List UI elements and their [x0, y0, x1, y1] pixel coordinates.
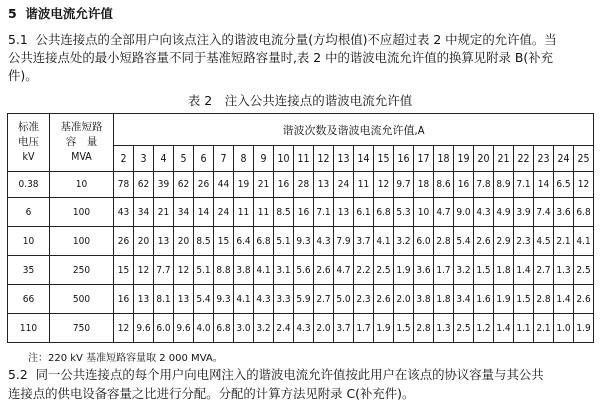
voltage-cell: 0.38: [8, 172, 50, 198]
harmonic-order-cell: 12: [314, 146, 334, 172]
harmonic-value-cell: 11: [234, 198, 254, 227]
harmonic-order-cell: 10: [274, 146, 294, 172]
harmonic-value-cell: 5.1: [194, 256, 214, 285]
harmonic-value-cell: 5.9: [294, 285, 314, 314]
harmonic-value-cell: 18: [414, 172, 434, 198]
harmonic-value-cell: 8.5: [194, 227, 214, 256]
harmonic-value-cell: 1.8: [494, 256, 514, 285]
capacity-cell: 100: [50, 198, 114, 227]
harmonic-value-cell: 2.1: [534, 314, 554, 343]
harmonic-value-cell: 78: [114, 172, 134, 198]
harmonic-value-cell: 3.4: [454, 285, 474, 314]
harmonic-order-cell: 4: [154, 146, 174, 172]
harmonic-value-cell: 2.0: [314, 314, 334, 343]
section-number: 5: [8, 6, 17, 21]
capacity-header-unit: MVA: [71, 151, 92, 163]
paragraph-5-1-line-1: [8, 30, 557, 48]
harmonic-value-cell: 2.7: [534, 256, 554, 285]
paragraph-5-1-line-2: 公共连接点处的最小短路容量不同于基准短路容量时,表 2 中的谐波电流允许值的换算见附录 B(补充: [8, 50, 553, 65]
harmonic-value-cell: 16: [114, 285, 134, 314]
harmonic-value-cell: 2.3: [354, 285, 374, 314]
table-row: [8, 227, 594, 256]
harmonic-value-cell: 4.7: [334, 256, 354, 285]
harmonic-value-cell: 11: [254, 198, 274, 227]
harmonic-order-cell: 6: [194, 146, 214, 172]
harmonic-value-cell: 13: [314, 172, 334, 198]
harmonic-order-cell: 19: [454, 146, 474, 172]
harmonic-value-cell: 4.3: [314, 227, 334, 256]
capacity-header-line-2: 容 量: [65, 136, 98, 148]
harmonic-value-cell: 6.8: [214, 314, 234, 343]
harmonic-order-cell: 20: [474, 146, 494, 172]
harmonic-value-cell: 8.5: [274, 198, 294, 227]
harmonic-order-cell: 23: [534, 146, 554, 172]
harmonic-value-cell: 2.6: [374, 285, 394, 314]
harmonic-value-cell: 1.2: [474, 314, 494, 343]
harmonic-value-cell: 4.1: [574, 227, 594, 256]
harmonic-value-cell: 20: [134, 227, 154, 256]
harmonic-value-cell: 9.6: [174, 314, 194, 343]
harmonic-value-cell: 39: [154, 172, 174, 198]
harmonic-value-cell: 9.7: [394, 172, 414, 198]
harmonic-value-cell: 16: [454, 172, 474, 198]
harmonic-value-cell: 16: [294, 198, 314, 227]
harmonic-value-cell: 2.1: [554, 227, 574, 256]
capacity-header-line-1: 基准短路: [60, 121, 103, 133]
harmonic-value-cell: 9.0: [454, 198, 474, 227]
harmonic-value-cell: 3.9: [514, 198, 534, 227]
table-row: [8, 285, 594, 314]
harmonic-value-cell: 7.1: [514, 172, 534, 198]
capacity-header: [50, 114, 114, 172]
harmonic-value-cell: 3.6: [554, 198, 574, 227]
harmonic-value-cell: 5.3: [394, 198, 414, 227]
harmonic-value-cell: 4.3: [294, 314, 314, 343]
harmonic-value-cell: 2.0: [394, 285, 414, 314]
harmonic-order-cell: 8: [234, 146, 254, 172]
harmonic-value-cell: 4.5: [534, 227, 554, 256]
harmonic-value-cell: 1.7: [354, 314, 374, 343]
harmonic-value-cell: 43: [114, 198, 134, 227]
harmonic-value-cell: 6.8: [374, 198, 394, 227]
table-caption: 表 2 注入公共连接点的谐波电流允许值: [187, 93, 413, 108]
harmonic-order-cell: 25: [574, 146, 594, 172]
paragraph-5-1-line-3: 件)。: [8, 68, 38, 83]
harmonic-order-cell: 17: [414, 146, 434, 172]
harmonic-value-cell: 13: [174, 285, 194, 314]
harmonic-value-cell: 4.0: [194, 314, 214, 343]
clause-number-5-2: 5.2: [8, 367, 28, 382]
harmonic-value-cell: 3.2: [254, 314, 274, 343]
harmonic-value-cell: 6.0: [154, 314, 174, 343]
voltage-cell: 66: [8, 285, 50, 314]
harmonic-value-cell: 5.0: [334, 285, 354, 314]
paragraph-5-2-line-1: [8, 365, 544, 383]
harmonic-value-cell: 3.2: [454, 256, 474, 285]
voltage-header-unit: kV: [22, 151, 35, 163]
harmonic-value-cell: 15: [214, 227, 234, 256]
harmonic-value-cell: 20: [174, 227, 194, 256]
harmonic-value-cell: 4.7: [434, 198, 454, 227]
harmonic-value-cell: 8.8: [214, 256, 234, 285]
harmonic-value-cell: 10: [414, 198, 434, 227]
harmonic-value-cell: 62: [134, 172, 154, 198]
paragraph-text: 公共连接点的全部用户向该点注入的谐波电流分量(方均根值)不应超过表 2 中规定的允许值。当: [35, 32, 557, 47]
harmonic-value-cell: 3.7: [354, 227, 374, 256]
harmonic-value-cell: 4.3: [474, 198, 494, 227]
voltage-header-line-1: 标准: [18, 121, 39, 133]
harmonic-order-cell: 5: [174, 146, 194, 172]
harmonic-value-cell: 1.0: [554, 314, 574, 343]
harmonic-value-cell: 12: [134, 256, 154, 285]
harmonic-value-cell: 1.7: [434, 256, 454, 285]
harmonic-order-cell: 21: [494, 146, 514, 172]
harmonic-current-table: [7, 113, 594, 343]
capacity-cell: 500: [50, 285, 114, 314]
voltage-header: [8, 114, 50, 172]
paragraph-5-2-line-2: 连接点的供电设备容量之比进行分配。分配的计算方法见附录 C(补充件)。: [8, 386, 415, 401]
harmonic-value-cell: 6.4: [234, 227, 254, 256]
harmonic-value-cell: 4.1: [234, 285, 254, 314]
harmonic-order-cell: 14: [354, 146, 374, 172]
table-note: 注：220 kV 基准短路容量取 2 000 MVA。: [28, 353, 223, 364]
harmonic-value-cell: 1.9: [394, 256, 414, 285]
harmonic-value-cell: 1.3: [554, 256, 574, 285]
table-row: [8, 314, 594, 343]
harmonic-value-cell: 16: [274, 172, 294, 198]
harmonic-value-cell: 1.3: [434, 314, 454, 343]
harmonic-value-cell: 34: [134, 198, 154, 227]
harmonic-value-cell: 13: [134, 285, 154, 314]
harmonic-value-cell: 28: [294, 172, 314, 198]
harmonic-value-cell: 9.6: [134, 314, 154, 343]
harmonic-order-cell: 2: [114, 146, 134, 172]
harmonic-order-cell: 18: [434, 146, 454, 172]
harmonic-value-cell: 1.4: [514, 256, 534, 285]
harmonic-value-cell: 1.9: [374, 314, 394, 343]
harmonic-value-cell: 2.6: [474, 227, 494, 256]
harmonic-value-cell: 5.1: [274, 227, 294, 256]
harmonic-value-cell: 7.8: [474, 172, 494, 198]
harmonic-value-cell: 1.5: [394, 314, 414, 343]
voltage-cell: 35: [8, 256, 50, 285]
harmonic-order-cell: 9: [254, 146, 274, 172]
harmonic-value-cell: 3.2: [394, 227, 414, 256]
harmonic-value-cell: 12: [114, 314, 134, 343]
harmonic-value-cell: 6.8: [574, 198, 594, 227]
harmonic-value-cell: 2.8: [434, 227, 454, 256]
harmonic-value-cell: 2.2: [354, 256, 374, 285]
harmonic-value-cell: 2.8: [414, 314, 434, 343]
harmonic-value-cell: 34: [174, 198, 194, 227]
harmonic-value-cell: 62: [174, 172, 194, 198]
harmonic-value-cell: 7.7: [154, 256, 174, 285]
harmonic-value-cell: 21: [254, 172, 274, 198]
harmonic-value-cell: 8.1: [154, 285, 174, 314]
harmonic-value-cell: 4.1: [374, 227, 394, 256]
harmonic-value-cell: 12: [374, 172, 394, 198]
voltage-cell: 6: [8, 198, 50, 227]
harmonic-order-cell: 7: [214, 146, 234, 172]
harmonic-value-cell: 9.3: [214, 285, 234, 314]
harmonic-value-cell: 5.4: [194, 285, 214, 314]
table-row: [8, 198, 594, 227]
table-row: [8, 256, 594, 285]
harmonic-value-cell: 2.8: [534, 285, 554, 314]
harmonic-value-cell: 13: [154, 227, 174, 256]
harmonic-value-cell: 11: [354, 172, 374, 198]
harmonic-value-cell: 15: [114, 256, 134, 285]
paragraph-text: 同一公共连接点的每个用户向电网注入的谐波电流允许值按此用户在该点的协议容量与其公共: [35, 367, 544, 382]
harmonic-value-cell: 2.4: [274, 314, 294, 343]
harmonic-value-cell: 1.9: [574, 314, 594, 343]
harmonic-value-cell: 4.9: [494, 198, 514, 227]
table-body: [8, 172, 594, 343]
harmonic-value-cell: 12: [574, 172, 594, 198]
harmonic-order-cell: 24: [554, 146, 574, 172]
harmonic-value-cell: 7.4: [534, 198, 554, 227]
harmonic-value-cell: 19: [234, 172, 254, 198]
harmonic-value-cell: 21: [154, 198, 174, 227]
harmonic-value-cell: 2.6: [314, 256, 334, 285]
harmonic-value-cell: 3.6: [414, 256, 434, 285]
capacity-cell: 250: [50, 256, 114, 285]
harmonic-value-cell: 1.8: [434, 285, 454, 314]
table-row: [8, 172, 594, 198]
harmonic-value-cell: 24: [214, 198, 234, 227]
harmonic-value-cell: 7.9: [334, 227, 354, 256]
clause-number-5-1: 5.1: [8, 32, 28, 47]
harmonic-value-cell: 4.1: [254, 256, 274, 285]
section-title: 谐波电流允许值: [25, 6, 113, 21]
harmonic-value-cell: 3.7: [334, 314, 354, 343]
capacity-cell: 750: [50, 314, 114, 343]
voltage-header-line-2: 电压: [18, 136, 39, 148]
harmonic-order-cell: 3: [134, 146, 154, 172]
harmonic-value-cell: 1.1: [514, 314, 534, 343]
harmonic-value-cell: 1.6: [474, 285, 494, 314]
capacity-cell: 100: [50, 227, 114, 256]
section-heading: [8, 4, 113, 22]
harmonic-order-cell: 15: [374, 146, 394, 172]
harmonic-value-cell: 44: [214, 172, 234, 198]
harmonic-value-cell: 5.6: [294, 256, 314, 285]
harmonic-value-cell: 6.8: [254, 227, 274, 256]
harmonic-value-cell: 1.5: [514, 285, 534, 314]
voltage-cell: 110: [8, 314, 50, 343]
harmonic-value-cell: 13: [334, 198, 354, 227]
harmonic-value-cell: 2.3: [514, 227, 534, 256]
harmonic-value-cell: 7.1: [314, 198, 334, 227]
capacity-cell: 10: [50, 172, 114, 198]
harmonic-value-cell: 2.6: [574, 285, 594, 314]
harmonic-order-cell: 11: [294, 146, 314, 172]
harmonic-value-cell: 1.4: [494, 314, 514, 343]
harmonic-value-cell: 6.0: [414, 227, 434, 256]
harmonic-order-cell: 22: [514, 146, 534, 172]
harmonic-value-cell: 8.9: [494, 172, 514, 198]
harmonic-value-cell: 12: [174, 256, 194, 285]
harmonic-value-cell: 3.8: [414, 285, 434, 314]
harmonic-value-cell: 1.5: [474, 256, 494, 285]
harmonic-value-cell: 2.5: [454, 314, 474, 343]
harmonic-value-cell: 4.3: [254, 285, 274, 314]
harmonic-value-cell: 8.6: [434, 172, 454, 198]
harmonic-value-cell: 26: [194, 172, 214, 198]
harmonic-value-cell: 2.9: [494, 227, 514, 256]
harmonic-order-cell: 13: [334, 146, 354, 172]
harmonic-value-cell: 2.5: [574, 256, 594, 285]
harmonic-value-cell: 14: [534, 172, 554, 198]
harmonic-value-cell: 5.4: [454, 227, 474, 256]
harmonic-value-cell: 3.3: [274, 285, 294, 314]
harmonic-value-cell: 2.5: [374, 256, 394, 285]
harmonic-value-cell: 6.5: [554, 172, 574, 198]
harmonic-value-cell: 2.7: [314, 285, 334, 314]
harmonic-value-cell: 6.1: [354, 198, 374, 227]
harmonics-header: 谐波次数及谐波电流允许值,A: [114, 114, 594, 146]
harmonic-value-cell: 1.9: [494, 285, 514, 314]
harmonic-value-cell: 3.1: [274, 256, 294, 285]
harmonic-value-cell: 9.3: [294, 227, 314, 256]
harmonic-value-cell: 26: [114, 227, 134, 256]
harmonic-value-cell: 24: [334, 172, 354, 198]
harmonic-order-cell: 16: [394, 146, 414, 172]
harmonic-value-cell: 3.8: [234, 256, 254, 285]
harmonic-value-cell: 1.4: [554, 285, 574, 314]
harmonic-value-cell: 14: [194, 198, 214, 227]
voltage-cell: 10: [8, 227, 50, 256]
harmonic-value-cell: 3.0: [234, 314, 254, 343]
